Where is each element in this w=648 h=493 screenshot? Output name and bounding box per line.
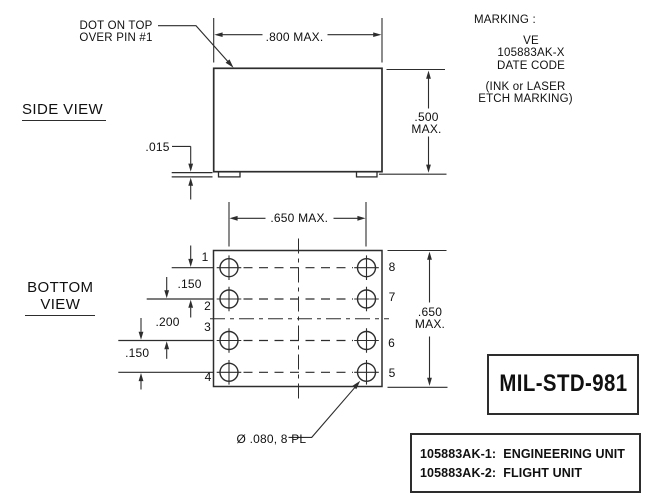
pin-7 [354,287,379,312]
dim-500-max: MAX. [411,121,442,136]
dot-callout [77,20,155,44]
unit-legend [410,433,641,492]
side-view-title: SIDE VIEW [22,102,106,121]
mil-std-badge-label: MIL-STD-981 [498,370,628,398]
dot-callout-leader [158,26,234,68]
dim-150-b-label: .150 [125,346,150,361]
marking-line-datecode: DATE CODE [496,59,566,72]
pin-3 [217,328,242,353]
hole-callout-label: Ø .080, 8 PL [236,431,307,446]
dim-650-height-max: MAX. [414,317,446,332]
pin-number-3: 3 [204,320,211,334]
bottom-view-title-line1: BOTTOM [27,279,94,296]
dim-800-label: .800 MAX. [265,30,324,44]
dim-500-value: .500 [414,109,439,124]
hole-callout-leader [289,381,361,438]
pin-2 [217,287,242,312]
marking-note-line1: (INK or LASER [485,80,566,93]
pin-number-1: 1 [201,250,209,265]
marking-code-lines [497,35,565,73]
dot-callout-line2: OVER PIN #1 [79,32,153,44]
marking-note-line2: ETCH MARKING) [478,93,573,105]
pin-number-4: 4 [204,370,212,384]
bottom-view-title [25,279,95,316]
marking-line-ve: VE [523,34,539,47]
dim-200-label: .200 [155,314,180,329]
dim-150-a-label: .150 [177,277,202,292]
unit-legend-row-1: 105883AK-1: ENGINEERING UNIT [420,446,626,461]
dim-650-span-label: .650 MAX. [270,211,329,225]
dim-015-linework [172,146,213,199]
pin-4 [217,360,242,385]
pin-8 [354,255,379,280]
pin-number-8: 8 [388,260,396,275]
unit-legend-row-2: 105883AK-2: FLIGHT UNIT [420,466,583,481]
side-view-outline [214,68,382,177]
dot-callout-line1: DOT ON TOP [79,20,153,32]
dim-650-height-label [415,306,445,330]
mil-std-badge [487,354,640,415]
marking-note [478,81,573,105]
marking-heading: MARKING : [474,13,536,26]
pin-number-5: 5 [388,366,396,380]
dim-500-label [411,111,441,135]
pin-1 [217,255,242,280]
dim-650-height-value: .650 [417,305,443,319]
dim-015-label: .015 [145,139,170,154]
pin-number-7: 7 [388,290,396,305]
pin-number-2: 2 [204,299,211,313]
pin-symbols [217,255,379,384]
bottom-view-title-line2: VIEW [40,296,81,313]
pin-number-6: 6 [388,335,395,350]
pin-6 [354,328,379,353]
marking-line-part: 105883AK-X [497,47,565,60]
pin-5 [354,360,379,385]
